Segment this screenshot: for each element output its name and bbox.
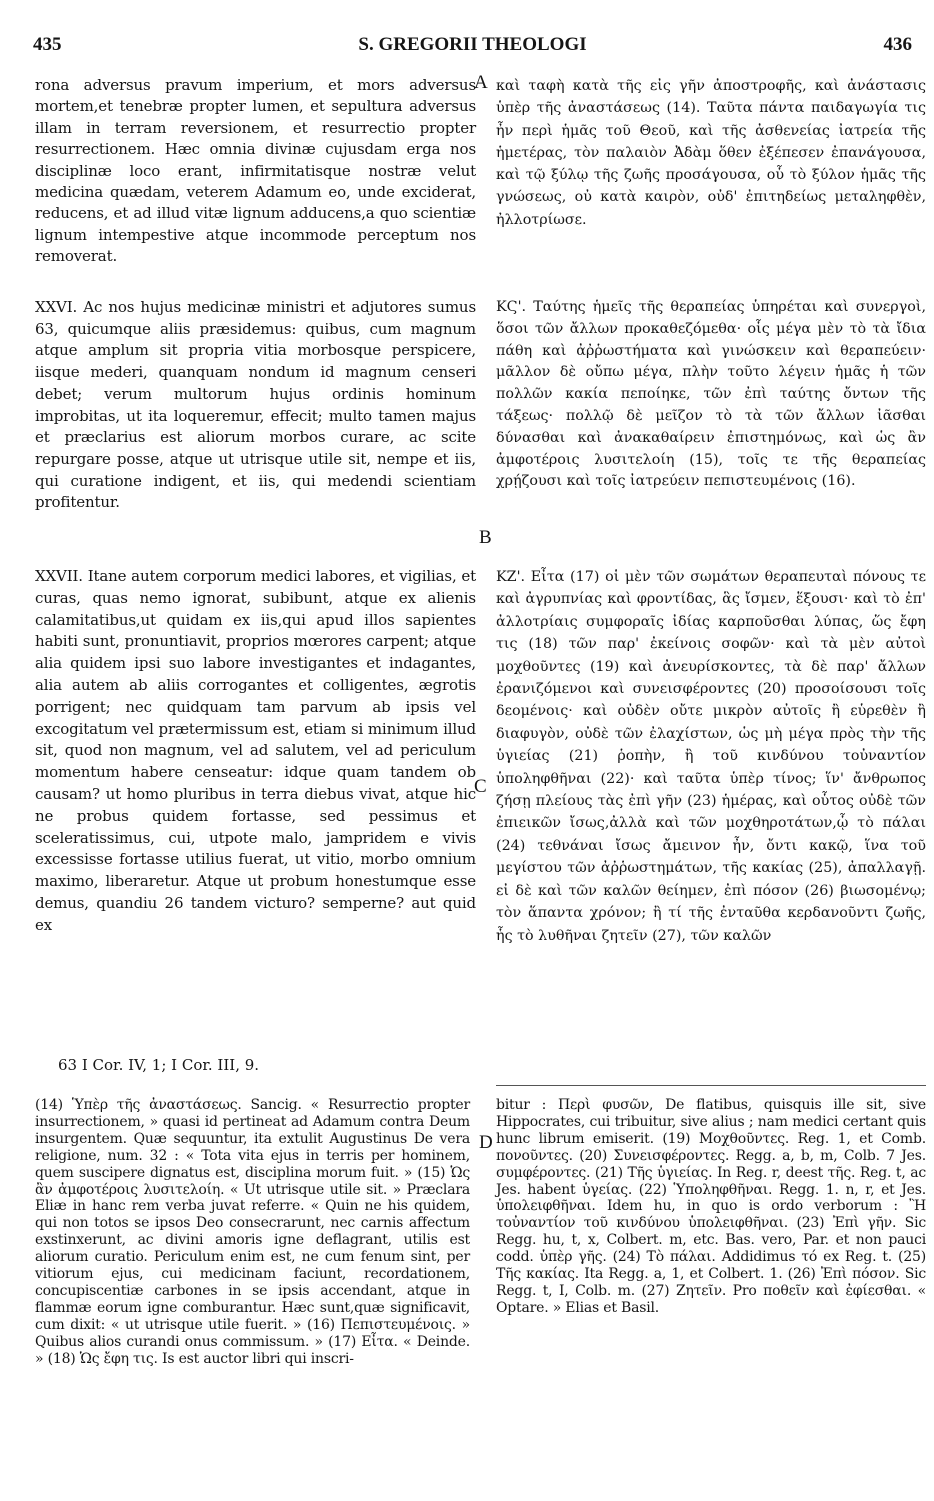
latin-paragraph-xxvii: XXVII. Itane autem corporum medici labores, et vigilias, et curas, quas nemo ignorat, subibunt, atque ex alienis calamitatibus,ut quidam ex iis,qui apud illos sapientes habiti sunt, pronuntiavit, proprios mœrores carpent; atque alia quidem ipsi suo labore investigantes et indagantes, alia autem ab aliis corrogantes et colligentes, ægrotis porrigent; nec quidquam tam parvum ab ipsis vel excogitatum vel prætermissum est, etiam si minimum illud sit, quod non magnum, vel ad salutem, vel ad periculum momentum habere censeatur: idque quam tandem ob causam? ut homo pluribus in terra diebus vivat, atque hic ne probus quidem fortasse, sed pessimus et sceleratissimus, cui, utpote malo, jampridem e vivis excessisse fortasse utilius fuerat, ut vitio, morbo omnium maximo, liberaretur. Atque ut probum honestumque esse demus, quandiu 26 tandem victuro? semperne? aut quid ex <box>35 567 476 934</box>
margin-marker-a: A <box>474 72 488 93</box>
greek-paragraph-kz: ΚΖ'. Εἶτα (17) οἱ μὲν τῶν σωμάτων θεραπευταὶ πόνους τε καὶ ἀγρυπνίας καὶ φροντίδας, ἃς ἴσμεν, ἕξουσι· καὶ τὸ ἐπ' ἀλλοτρίαις συμφοραῖς ἰδίας καρποῦσθαι λύπας, ὥς ἔφη τις (18) τῶν παρ' ἐκείνοις σοφῶν· καὶ τὰ μὲν αὐτοὶ μοχθοῦντες (19) καὶ ἀνευρίσκοντες, τὰ δὲ παρ' ἄλλων ἐρανιζόμενοι καὶ συνεισφέροντες (20) προσοίσουσι τοῖς δεομένοις· καὶ οὐδὲν οὔτε μικρὸν αὐτοῖς ἢ εὑρεθὲν ἢ διαφυγὸν, οὐδὲ τῶν ἐλαχίστων, ὡς μὴ μέγα πρὸς τὴν τῆς ὑγιείας (21) ῥοπὴν, ἢ τοῦ κινδύνου τοὐναντίον ὑποληφθῆναι (22)· καὶ ταῦτα ὑπὲρ τίνος; ἵν' ἄνθρωπος ζήσῃ πλείους τὰς ἐπὶ γῆν (23) ἡμέρας, καὶ οὗτος οὐδὲ τῶν ἐπιεικῶν ἴσως,ἀλλὰ καὶ τῶν μοχθηροτάτων,ᾧ τὸ πάλαι (24) τεθνάναι ἴσως ἄμεινον ἦν, ὄντι κακῷ, ἵνα τοῦ μεγίστου τῶν ἀῤῥωστημάτων, τῆς κακίας (25), ἀπαλλαγῇ. εἰ δὲ καὶ τῶν καλῶν θείημεν, ἐπὶ πόσον (26) βιωσομένῳ; τὸν ἅπαντα χρόνον; ἢ τί τῆς ἐνταῦθα κερδανοῦντι ζωῆς, ἧς τὸ λυθῆναι ζητεῖν (27), τῶν καλῶν <box>496 569 926 944</box>
notes-left: (14) Ὑπὲρ τῆς ἀναστάσεως. Sancig. « Resurrectio propter insurrectionem, » quasi id pertineat ad Adamum contra Deum insurgentem. Quæ sequuntur, ita extulit Augustinus De vera religione, num. 32 : « Tota vita ejus in terris per hominem, quem suscipere dignatus est, disciplina morum fuit. » (15) Ὡς ἂν ἀμφοτέροις λυσιτελοίη. « Ut utrisque utile sit. » Præclara Eliæ in hanc rem verba juvat referre. « Quin ne his quidem, qui non totos se ipsos Deo consecrarunt, nec carnis affectum exstinxerunt, ac divini amoris igne deflagrant, utilis est aliorum curatio. Periculum enim est, ne cum fenum sint, per vitiorum ejus, cui medicinam faciunt, recordationem, concupiscentiæ carbones in se ipsis accendant, atque in flammæ eorum igne comburantur. Hæc sunt,quæ significavit, cum dixit: « ut utrisque utile fuerit. » (16) Πεπιστευμένοις. » Quibus alios curandi onus commissum. » (17) Εἶτα. « Deinde. » (18) Ὡς ἔφη τις. Is est auctor libri qui inscri- <box>35 1097 470 1367</box>
greek-paragraph-kst: ΚϚ'. Ταύτης ἡμεῖς τῆς θεραπείας ὑπηρέται καὶ συνεργοὶ, ὅσοι τῶν ἄλλων προκαθεζόμεθα· οἷς μέγα μὲν τὸ τὰ ἴδια πάθη καὶ ἀῤῥωστήματα καὶ γινώσκειν καὶ θεραπεύειν· μᾶλλον δὲ οὔπω μέγα, πλὴν τοῦτο λέγειν ἡμᾶς ἡ τῶν πολλῶν κακία πεποίηκε, τῶν ἐπὶ ταύτης ὄντων τῆς τάξεως· πολλῷ δὲ μεῖζον τὸ τὰ τῶν ἄλλων ἰᾶσθαι δύνασθαι καὶ ἀνακαθαίρειν ἐπιστημόνως, καὶ ὡς ἂν ἀμφοτέροις λυσιτελοίη (15), τοῖς τε τῆς θεραπείας χρῄζουσι καὶ τοῖς ἰατρεύειν πεπιστευμένοις (16). <box>496 299 926 490</box>
running-header <box>33 34 912 58</box>
greek-paragraph: καὶ ταφὴ κατὰ τῆς εἰς γῆν ἀποστροφῆς, καὶ ἀνάστασις ὑπὲρ τῆς ἀναστάσεως (14). Ταῦτα πάντα παιδαγωγία τις ἦν περὶ ἡμᾶς τοῦ Θεοῦ, καὶ τῆς ἀσθενείας ἰατρεία τῆς ἡμετέρας, τὸν παλαιὸν Ἀδὰμ ὅθεν ἐξέπεσεν ἐπανάγουσα, καὶ τῷ ξύλῳ τῆς ζωῆς προσάγουσα, οὗ τὸ ξύλον ἡμᾶς τῆς γνώσεως, οὐ κατὰ καιρὸν, οὐδ' ἐπιτηδείως μεταληφθὲν, ἠλλοτρίωσε. <box>496 78 926 228</box>
page-number-right: 436 <box>883 34 912 55</box>
notes-divider <box>496 1085 926 1086</box>
margin-marker-d: D <box>479 1132 493 1153</box>
page-number-left: 435 <box>33 34 62 55</box>
latin-paragraph-xxvi: XXVI. Ac nos hujus medicinæ ministri et adjutores sumus 63, quicumque aliis præsidemus: quibus, cum magnum atque amplum sit propria vitia morbosque perspicere, iisque mederi, quanquam nondum id magnum censeri debet; verum multorum hujus ordinis hominum improbitas, ut ita loqueremur, effecit; multo tamen majus et præclarius est aliorum morbos curare, ac scite repurgare posse, atque ut utrisque utile sit, nempe et iis, qui curatione indigent, et iis, qui medendi scientiam profitentur. <box>35 298 476 512</box>
running-title: S. GREGORII THEOLOGI <box>358 34 587 55</box>
footnote: 63 I Cor. IV, 1; I Cor. III, 9. <box>58 1056 260 1074</box>
margin-marker-c: C <box>474 776 487 797</box>
notes-right: bitur : Περὶ φυσῶν, De flatibus, quisquis ille sit, sive Hippocrates, cui tribuitur, sive alius ; nam medici certant quis hunc librum emiserit. (19) Μοχθοῦντες. Reg. 1, et Comb. πονοῦντες. (20) Συνεισφέροντες. Regg. a, b, m, Colb. 7 Jes. συμφέροντες. (21) Τῆς ὑγιείας. In Reg. r, deest τῆς. Reg. t, ac Jes. habent ὑγείας. (22) Ὑποληφθῆναι. Regg. 1. n, r, et Jes. ὑπολειφθῆναι. Idem hu, in quo is ordo verborum : Ἢ τοὐναντίον τοῦ κινδύνου ὑπολειφθῆναι. (23) Ἐπὶ γῆν. Sic Regg. hu, t, x, Colbert. m, etc. Bas. vero, Par. et non pauci codd. ὑπὲρ γῆς. (24) Τὸ πάλαι. Addidimus τό ex Reg. t. (25) Τῆς κακίας. Ita Regg. a, 1, et Colbert. 1. (26) Ἐπὶ πόσον. Sic Regg. t, I, Colb. m. (27) Ζητεῖν. Pro ποθεῖν καὶ ἐφίεσθαι. « Optare. » Elias et Basil. <box>496 1097 926 1316</box>
latin-paragraph: rona adversus pravum imperium, et mors adversus mortem,et tenebræ propter lumen, et sepultura adversus illam in terram reversionem, et resurrectio propter resurrectionem. Hæc omnia divinæ cujusdam erga nos disciplinæ loco erant, infirmitatisque nostræ velut medicina quædam, veterem Adamum eo, unde exciderat, reducens, et ad illud vitæ lignum adducens,a quo scientiæ lignum intempestive atque incommode perceptum nos removerat. <box>35 76 476 266</box>
margin-marker-b: B <box>479 527 492 548</box>
